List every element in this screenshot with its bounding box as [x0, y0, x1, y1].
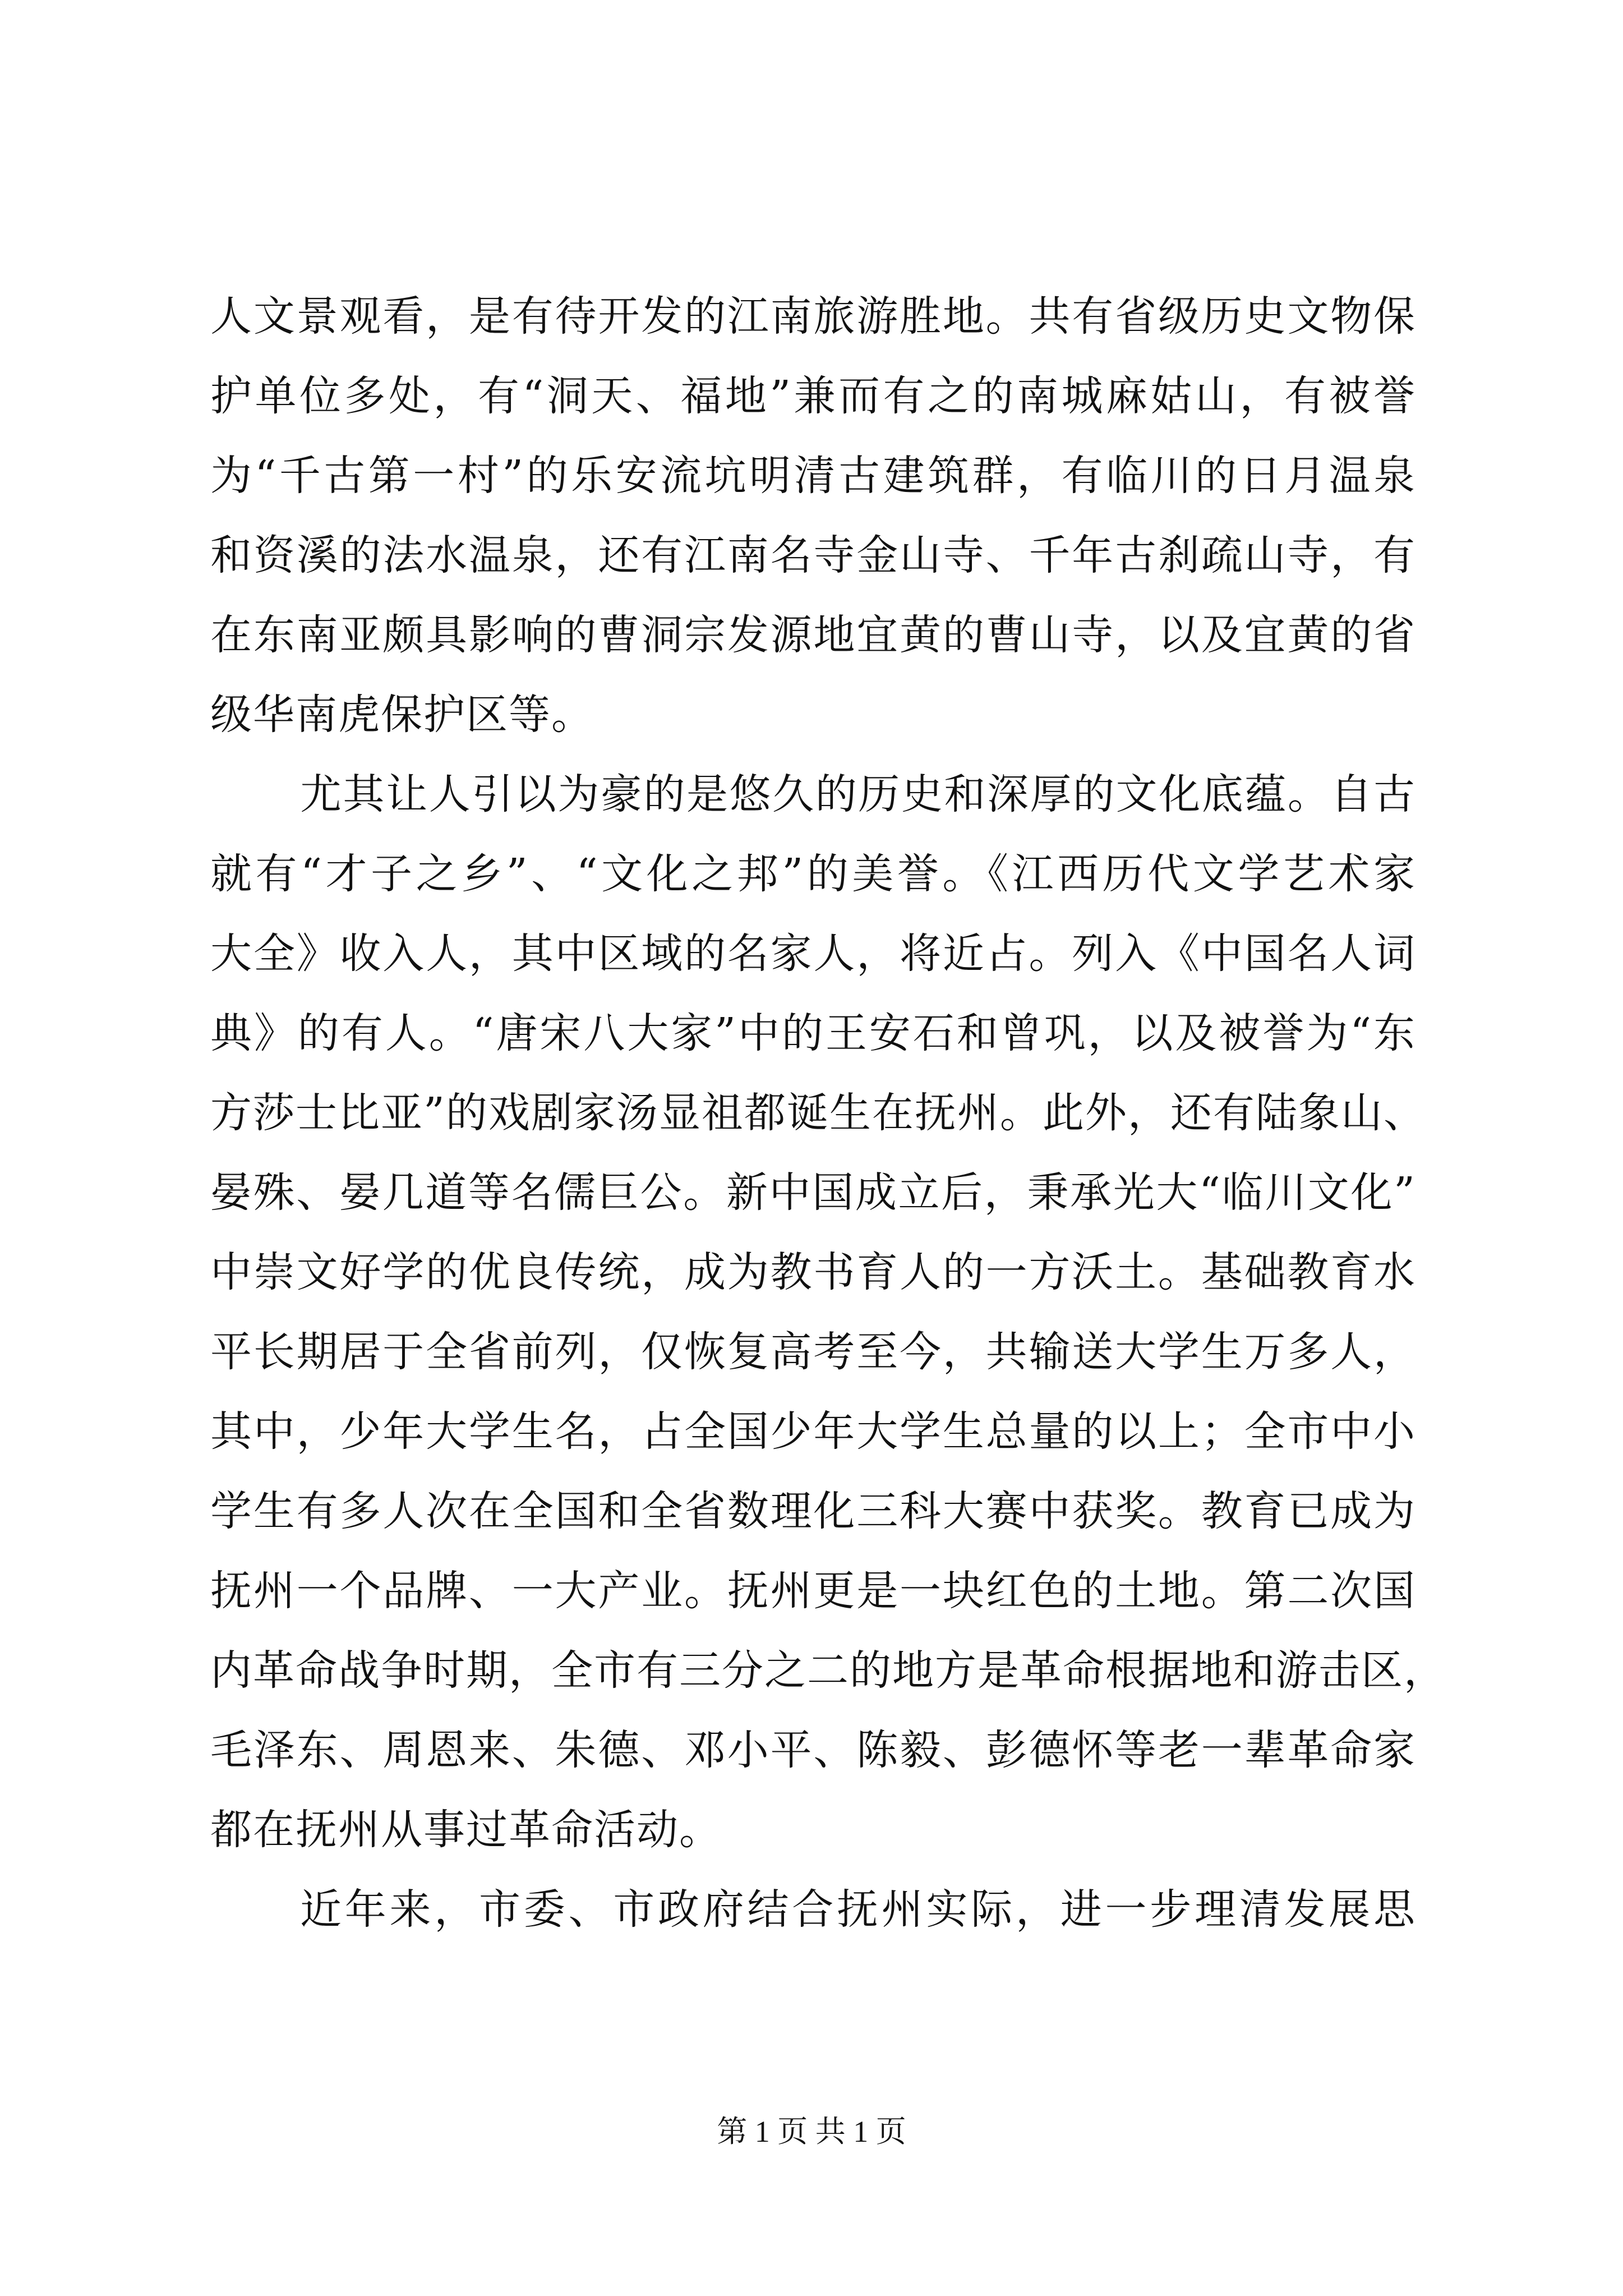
text-line: 典》的有人。“唐宋八大家”中的王安石和曾巩，以及被誉为“东: [210, 1009, 1416, 1057]
body-text: [210, 292, 1446, 1964]
text-line: 中崇文好学的优良传统，成为教书育人的一方沃土。基础教育水: [210, 1248, 1416, 1296]
text-line: 和资溪的法水温泉，还有江南名寺金山寺、千年古刹疏山寺，有: [210, 531, 1416, 579]
page-footer: 第 1 页 共 1 页: [717, 2115, 906, 2148]
text-line: 学生有多人次在全国和全省数理化三科大赛中获奖。教育已成为: [210, 1487, 1416, 1535]
text-line: 大全》收入人，其中区域的名家人，将近占。列入《中国名人词: [210, 930, 1416, 978]
text-line: 就有“才子之乡”、“文化之邦”的美誉。《江西历代文学艺术家: [210, 850, 1416, 898]
text-line: 人文景观看，是有待开发的江南旅游胜地。共有省级历史文物保: [210, 292, 1416, 341]
text-line: 都在抚州从事过革命活动。: [210, 1806, 722, 1854]
text-line: 在东南亚颇具影响的曹洞宗发源地宜黄的曹山寺，以及宜黄的省: [210, 611, 1416, 659]
text-line: 其中，少年大学生名，占全国少年大学生总量的以上；全市中小: [210, 1407, 1416, 1456]
text-line: 内革命战争时期，全市有三分之二的地方是革命根据地和游击区，: [210, 1646, 1446, 1695]
text-line: 为“千古第一村”的乐安流坑明清古建筑群，有临川的日月温泉: [210, 452, 1416, 500]
text-line: 级华南虎保护区等。: [210, 691, 594, 739]
text-line: 护单位多处，有“洞天、福地”兼而有之的南城麻姑山，有被誉: [210, 372, 1416, 420]
text-line: 方莎士比亚”的戏剧家汤显祖都诞生在抚州。此外，还有陆象山、: [210, 1089, 1426, 1137]
text-line: 抚州一个品牌、一大产业。抚州更是一块红色的土地。第二次国: [210, 1567, 1416, 1615]
text-line: 毛泽东、周恩来、朱德、邓小平、陈毅、彭德怀等老一辈革命家: [210, 1726, 1416, 1774]
text-line: 平长期居于全省前列，仅恢复高考至今，共输送大学生万多人，: [210, 1328, 1416, 1376]
paragraph-first-line: 近年来，市委、市政府结合抚州实际，进一步理清发展思: [300, 1885, 1416, 1934]
paragraph-first-line: 尤其让人引以为豪的是悠久的历史和深厚的文化底蕴。自古: [300, 770, 1416, 818]
text-line: 晏殊、晏几道等名儒巨公。新中国成立后，秉承光大“临川文化”: [210, 1168, 1416, 1217]
